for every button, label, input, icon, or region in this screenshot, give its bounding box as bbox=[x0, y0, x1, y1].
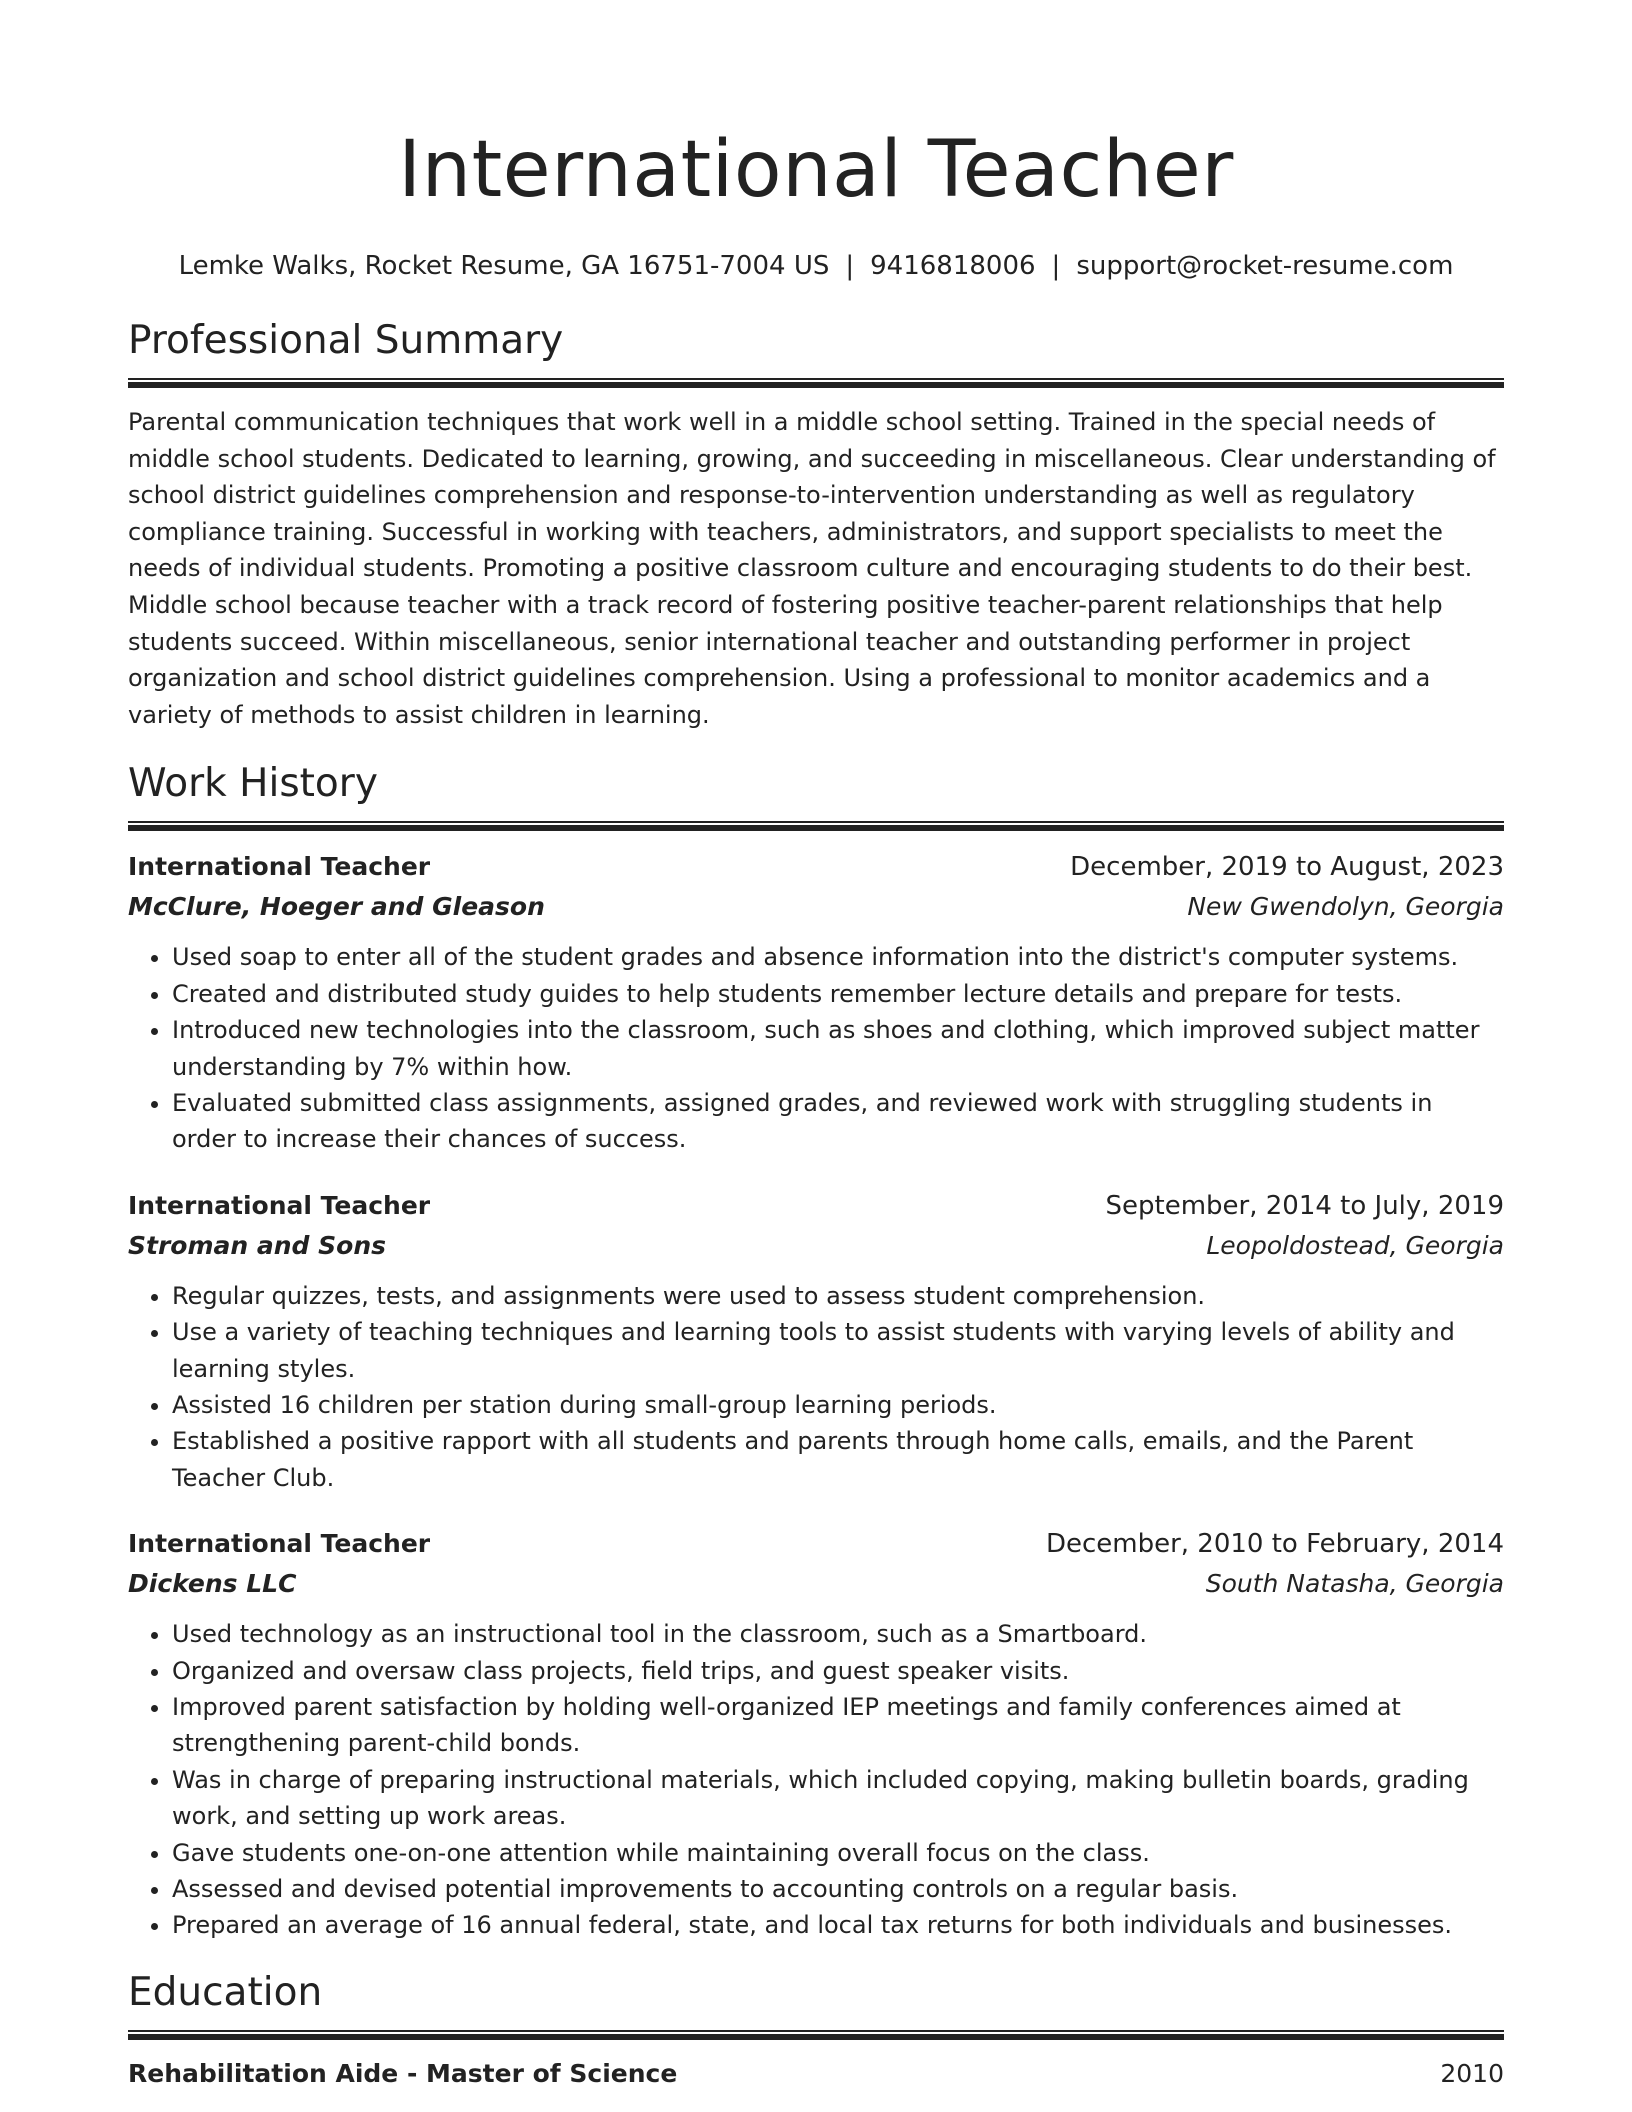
job-bullet: • Established a positive rapport with all students and parents through home calls, emails, and the Parent Teacher Club. bbox=[172, 1423, 1504, 1496]
job-bullet: • Organized and oversaw class projects, field trips, and guest speaker visits. bbox=[172, 1653, 1504, 1689]
summary-text: Parental communication techniques that work well in a middle school setting. Trained in the special needs of middle school students. Dedicated to learning, growing, and succeeding in miscellaneous. Clear understanding of school district guidelines comprehension and response-to-intervention understanding as well as regulatory compliance training. Successful in working with teachers, administrators, and support specialists to meet the needs of individual students. Promoting a positive classroom culture and encouraging students to do their best. Middle school because teacher with a track record of fostering positive teacher-parent relationships that help students succeed. Within miscellaneous, senior international teacher and outstanding performer in project organization and school district guidelines comprehension. Using a professional to monitor academics and a variety of methods to assist children in learning. bbox=[128, 408, 1496, 729]
section-divider bbox=[128, 821, 1504, 831]
section-title-summary: Professional Summary bbox=[128, 318, 564, 363]
job-dates: December, 2019 to August, 2023 bbox=[1070, 852, 1504, 883]
education-entry bbox=[128, 2054, 1504, 2094]
job-bullet: • Used technology as an instructional tool in the classroom, such as a Smartboard. bbox=[172, 1616, 1504, 1652]
job-entry bbox=[128, 1186, 1504, 1496]
education-degree: Rehabilitation Aide - Master of Science bbox=[128, 2058, 678, 2088]
work-section bbox=[128, 757, 1504, 1944]
job-bullet: • Regular quizzes, tests, and assignments were used to assess student comprehension. bbox=[172, 1278, 1504, 1314]
job-subheader bbox=[128, 887, 1504, 927]
section-divider bbox=[128, 378, 1504, 388]
job-bullet: • Assisted 16 children per station during small-group learning periods. bbox=[172, 1387, 1504, 1423]
job-location: Leopoldostead, Georgia bbox=[1206, 1230, 1504, 1260]
job-bullet: • Evaluated submitted class assignments, assigned grades, and reviewed work with struggling students in order to increase their chances of success. bbox=[172, 1085, 1504, 1158]
job-bullet: • Prepared an average of 16 annual federal, state, and local tax returns for both individuals and businesses. bbox=[172, 1907, 1504, 1943]
job-bullets bbox=[128, 1616, 1504, 1944]
job-location: South Natasha, Georgia bbox=[1205, 1569, 1504, 1599]
job-company: Dickens LLC bbox=[128, 1569, 297, 1599]
job-subheader bbox=[128, 1226, 1504, 1266]
job-entry bbox=[128, 847, 1504, 1157]
job-company: Stroman and Sons bbox=[128, 1230, 387, 1260]
job-title: International Teacher bbox=[128, 1190, 431, 1220]
job-header bbox=[128, 1524, 1504, 1564]
job-bullet: • Gave students one-on-one attention while maintaining overall focus on the class. bbox=[172, 1835, 1504, 1871]
job-subheader bbox=[128, 1564, 1504, 1604]
job-title: International Teacher bbox=[128, 852, 431, 882]
job-company: McClure, Hoeger and Gleason bbox=[128, 892, 545, 922]
contact-address: Lemke Walks, Rocket Resume, GA 16751-7004 US bbox=[178, 251, 830, 281]
contact-separator: | bbox=[1051, 251, 1061, 281]
job-bullets bbox=[128, 1278, 1504, 1496]
summary-section bbox=[128, 314, 1504, 733]
job-bullet: • Introduced new technologies into the classroom, such as shoes and clothing, which improved subject matter understanding by 7% within how. bbox=[172, 1012, 1504, 1085]
job-bullets bbox=[128, 939, 1504, 1157]
contact-line bbox=[128, 248, 1504, 284]
education-section bbox=[128, 1966, 1504, 2094]
contact-email: support@rocket-resume.com bbox=[1076, 251, 1454, 281]
section-divider bbox=[128, 2030, 1504, 2040]
resume-name: International Teacher bbox=[398, 125, 1234, 215]
contact-separator: | bbox=[845, 251, 855, 281]
education-year: 2010 bbox=[1440, 2058, 1504, 2088]
job-dates: September, 2014 to July, 2019 bbox=[1105, 1190, 1504, 1221]
job-bullet: • Improved parent satisfaction by holding well-organized IEP meetings and family conferences aimed at strengthening parent-child bonds. bbox=[172, 1689, 1504, 1762]
job-bullet: • Use a variety of teaching techniques and learning tools to assist students with varying levels of ability and learning styles. bbox=[172, 1314, 1504, 1387]
job-header bbox=[128, 1186, 1504, 1226]
job-bullet: • Used soap to enter all of the student grades and absence information into the district's computer systems. bbox=[172, 939, 1504, 975]
contact-phone: 9416818006 bbox=[870, 251, 1036, 281]
job-entry bbox=[128, 1524, 1504, 1944]
job-bullet: • Was in charge of preparing instructional materials, which included copying, making bulletin boards, grading work, and setting up work areas. bbox=[172, 1762, 1504, 1835]
job-bullet: • Assessed and devised potential improvements to accounting controls on a regular basis. bbox=[172, 1871, 1504, 1907]
section-title-work: Work History bbox=[128, 761, 378, 807]
job-header bbox=[128, 847, 1504, 887]
job-bullet: • Created and distributed study guides to help students remember lecture details and prepare for tests. bbox=[172, 976, 1504, 1012]
job-dates: December, 2010 to February, 2014 bbox=[1045, 1529, 1504, 1560]
job-title: International Teacher bbox=[128, 1529, 431, 1559]
section-title-education: Education bbox=[128, 1969, 323, 2015]
job-location: New Gwendolyn, Georgia bbox=[1187, 892, 1504, 922]
